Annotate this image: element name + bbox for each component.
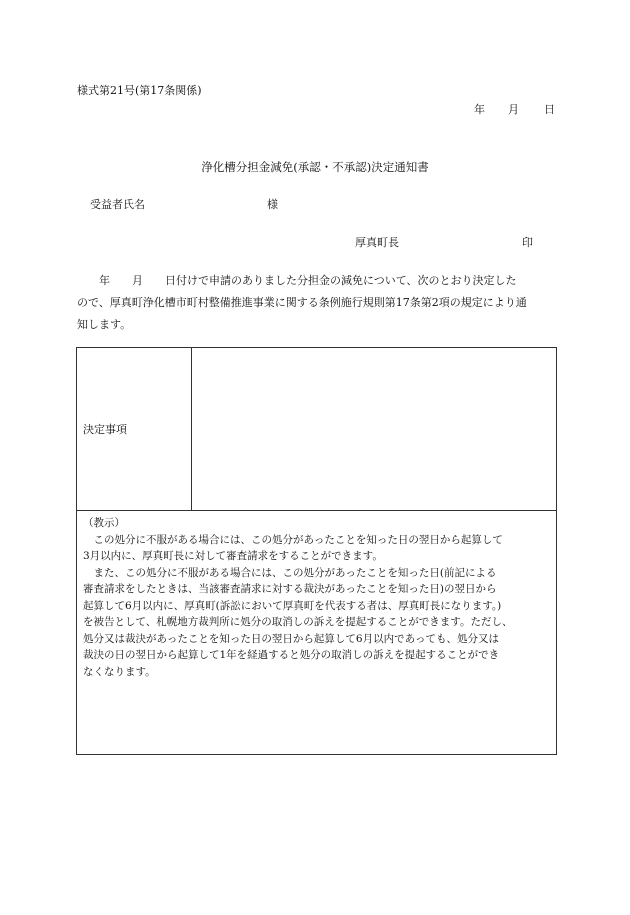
date-day-label: 日 [544,103,555,116]
issuer-name: 厚真町長 [355,236,399,249]
appeal-instructions-line: 3月以内に、厚真町長に対して審査請求をすることができます。 [83,550,383,562]
appeal-instructions-line: 起算して6月以内に、厚真町(訴訟において厚真町を代表する者は、厚真町長になります。) [83,599,502,612]
decision-matters-field[interactable] [197,356,547,504]
appeal-instructions-line: （教示） [83,517,125,529]
form-number: 様式第21号(第17条関係) [77,84,202,97]
document-title: 浄化槽分担金減免(承認・不承認)決定通知書 [201,160,429,174]
recipient-honorific: 様 [267,198,278,211]
appeal-instructions-line: なくなります。 [83,665,156,678]
appeal-instructions-line: 裁決の日の翌日から起算して1年を経過すると処分の取消しの訴えを提起することができ [83,649,500,661]
date-year-label: 年 [474,103,485,116]
notice-body [77,270,557,336]
appeal-instructions-line: 処分又は裁決があったことを知った日の翌日から起算して6月以内であっても、処分又は [83,632,499,645]
appeal-instructions-line: を被告として、札幌地方裁判所に処分の取消しの訴えを提起することができます。ただし、 [83,616,513,628]
row-divider [77,510,556,511]
notice-body-line: 年 月 日付けで申請のありました分担金の減免について、次のとおり決定した [77,274,517,287]
decision-matters-label: 決定事項 [83,423,127,436]
appeal-instructions-line: この処分に不服がある場合には、この処分があったことを知った日の翌日から起算して [83,533,503,546]
decision-table [76,347,557,755]
date-month-label: 月 [508,103,519,116]
appeal-instructions-line: 審査請求をしたときは、当該審査請求に対する裁決があったことを知った日)の翌日から [83,583,497,595]
seal-mark: 印 [522,236,533,249]
appeal-instructions-line: また、この処分に不服がある場合には、この処分があったことを知った日(前記による [83,566,497,579]
recipient-name-label: 受益者氏名 [90,198,145,211]
notice-body-line: 知します。 [77,318,132,331]
notice-body-line: ので、厚真町浄化槽市町村整備推進事業に関する条例施行規則第17条第2項の規定により通 [77,296,527,309]
appeal-instructions [83,515,553,680]
column-divider [191,348,192,510]
